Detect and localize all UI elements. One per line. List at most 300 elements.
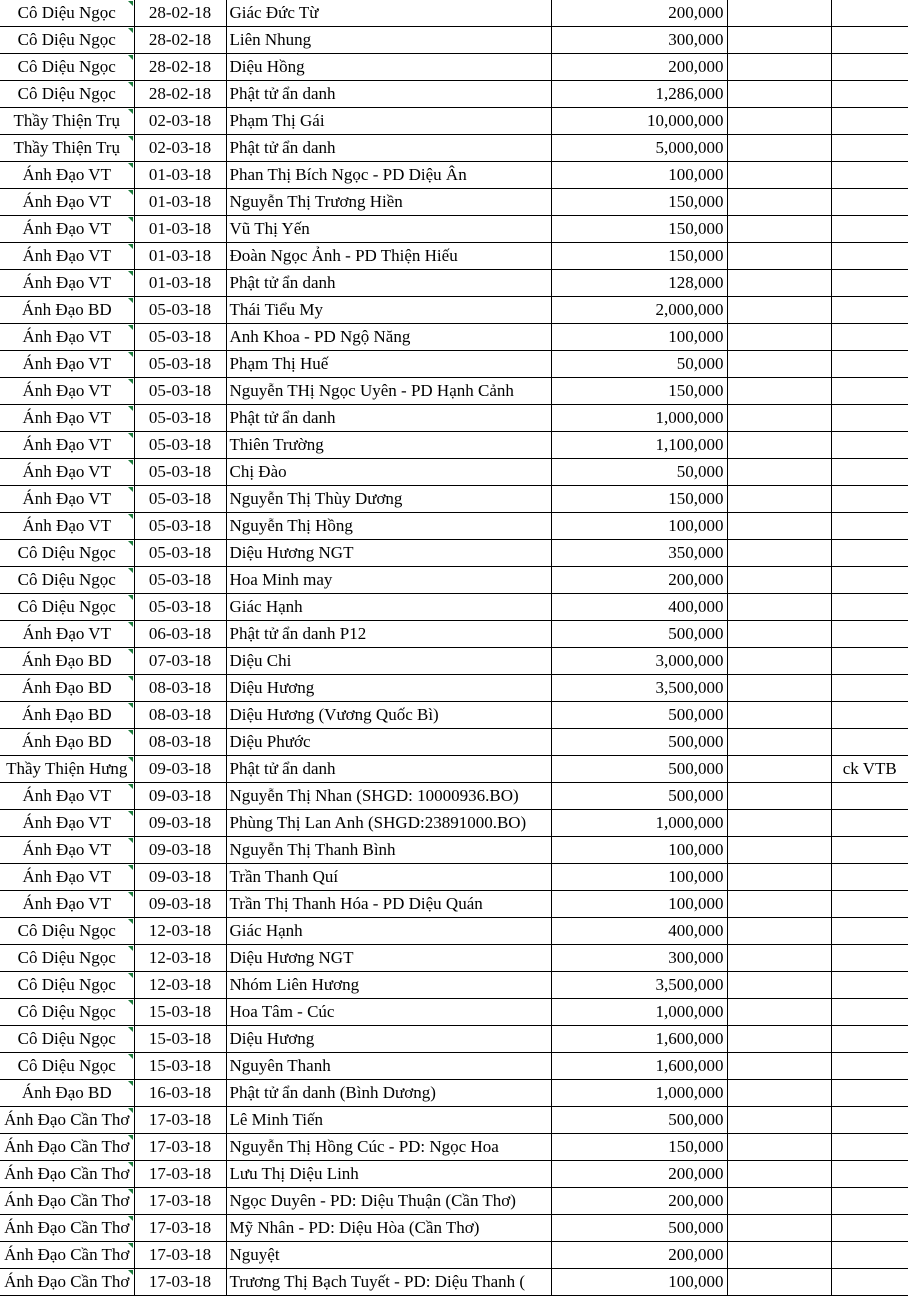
empty-cell[interactable] bbox=[727, 1242, 831, 1269]
note-cell[interactable] bbox=[831, 54, 908, 81]
amount-cell[interactable]: 200,000 bbox=[551, 0, 727, 27]
amount-cell[interactable]: 400,000 bbox=[551, 594, 727, 621]
date-cell[interactable]: 08-03-18 bbox=[134, 729, 226, 756]
date-cell[interactable]: 15-03-18 bbox=[134, 1026, 226, 1053]
empty-cell[interactable] bbox=[727, 54, 831, 81]
source-cell[interactable]: Ánh Đạo BD bbox=[0, 1080, 134, 1107]
note-cell[interactable] bbox=[831, 540, 908, 567]
amount-cell[interactable]: 150,000 bbox=[551, 486, 727, 513]
source-cell[interactable]: Ánh Đạo Cần Thơ bbox=[0, 1107, 134, 1134]
empty-cell[interactable] bbox=[727, 405, 831, 432]
amount-cell[interactable]: 400,000 bbox=[551, 918, 727, 945]
donor-name-cell[interactable]: Diệu Hương (Vương Quốc Bì) bbox=[226, 702, 551, 729]
date-cell[interactable]: 09-03-18 bbox=[134, 783, 226, 810]
empty-cell[interactable] bbox=[727, 864, 831, 891]
donor-name-cell[interactable]: Giác Hạnh bbox=[226, 594, 551, 621]
note-cell[interactable] bbox=[831, 675, 908, 702]
date-cell[interactable]: 05-03-18 bbox=[134, 459, 226, 486]
source-cell[interactable]: Ánh Đạo BD bbox=[0, 648, 134, 675]
donor-name-cell[interactable]: Phạm Thị Huế bbox=[226, 351, 551, 378]
amount-cell[interactable]: 500,000 bbox=[551, 702, 727, 729]
note-cell[interactable] bbox=[831, 1134, 908, 1161]
donor-name-cell[interactable]: Thái Tiểu My bbox=[226, 297, 551, 324]
table-row bbox=[0, 1215, 908, 1242]
source-cell[interactable]: Cô Diệu Ngọc bbox=[0, 999, 134, 1026]
table-row bbox=[0, 729, 908, 756]
amount-cell[interactable]: 2,000,000 bbox=[551, 297, 727, 324]
source-cell[interactable]: Cô Diệu Ngọc bbox=[0, 27, 134, 54]
donor-name-cell[interactable]: Phan Thị Bích Ngọc - PD Diệu Ân bbox=[226, 162, 551, 189]
date-cell[interactable]: 02-03-18 bbox=[134, 108, 226, 135]
donor-name-cell[interactable]: Diệu Hương bbox=[226, 1026, 551, 1053]
note-cell[interactable] bbox=[831, 972, 908, 999]
amount-cell[interactable]: 100,000 bbox=[551, 1269, 727, 1296]
amount-cell[interactable]: 1,286,000 bbox=[551, 81, 727, 108]
note-cell[interactable] bbox=[831, 621, 908, 648]
empty-cell[interactable] bbox=[727, 270, 831, 297]
empty-cell[interactable] bbox=[727, 351, 831, 378]
date-cell[interactable]: 09-03-18 bbox=[134, 756, 226, 783]
amount-cell[interactable]: 150,000 bbox=[551, 243, 727, 270]
amount-cell[interactable]: 100,000 bbox=[551, 864, 727, 891]
note-cell[interactable] bbox=[831, 486, 908, 513]
amount-cell[interactable]: 300,000 bbox=[551, 27, 727, 54]
amount-cell[interactable]: 10,000,000 bbox=[551, 108, 727, 135]
date-cell[interactable]: 09-03-18 bbox=[134, 810, 226, 837]
empty-cell[interactable] bbox=[727, 513, 831, 540]
empty-cell[interactable] bbox=[727, 594, 831, 621]
amount-cell[interactable]: 100,000 bbox=[551, 324, 727, 351]
date-cell[interactable]: 05-03-18 bbox=[134, 432, 226, 459]
empty-cell[interactable] bbox=[727, 1215, 831, 1242]
date-cell[interactable]: 02-03-18 bbox=[134, 135, 226, 162]
date-cell[interactable]: 09-03-18 bbox=[134, 837, 226, 864]
empty-cell[interactable] bbox=[727, 1161, 831, 1188]
source-cell[interactable]: Ánh Đạo VT bbox=[0, 486, 134, 513]
source-cell[interactable]: Ánh Đạo VT bbox=[0, 891, 134, 918]
empty-cell[interactable] bbox=[727, 567, 831, 594]
donor-name-cell[interactable]: Nguyễn THị Ngọc Uyên - PD Hạnh Cảnh bbox=[226, 378, 551, 405]
donor-name-cell[interactable]: Hoa Minh may bbox=[226, 567, 551, 594]
source-cell[interactable]: Ánh Đạo VT bbox=[0, 513, 134, 540]
date-cell[interactable]: 17-03-18 bbox=[134, 1215, 226, 1242]
date-cell[interactable]: 01-03-18 bbox=[134, 243, 226, 270]
empty-cell[interactable] bbox=[727, 459, 831, 486]
date-cell[interactable]: 17-03-18 bbox=[134, 1188, 226, 1215]
empty-cell[interactable] bbox=[727, 1134, 831, 1161]
note-cell[interactable] bbox=[831, 891, 908, 918]
amount-cell[interactable]: 500,000 bbox=[551, 1107, 727, 1134]
amount-cell[interactable]: 150,000 bbox=[551, 216, 727, 243]
note-cell[interactable] bbox=[831, 27, 908, 54]
donor-name-cell[interactable]: Nguyễn Thị Thùy Dương bbox=[226, 486, 551, 513]
source-cell[interactable]: Cô Diệu Ngọc bbox=[0, 945, 134, 972]
date-cell[interactable]: 17-03-18 bbox=[134, 1242, 226, 1269]
amount-cell[interactable]: 1,000,000 bbox=[551, 1080, 727, 1107]
source-cell[interactable]: Cô Diệu Ngọc bbox=[0, 81, 134, 108]
amount-cell[interactable]: 200,000 bbox=[551, 1188, 727, 1215]
note-cell[interactable] bbox=[831, 162, 908, 189]
source-cell[interactable]: Ánh Đạo Cần Thơ bbox=[0, 1188, 134, 1215]
table-row bbox=[0, 1026, 908, 1053]
note-cell[interactable] bbox=[831, 378, 908, 405]
note-cell[interactable] bbox=[831, 459, 908, 486]
empty-cell[interactable] bbox=[727, 918, 831, 945]
source-cell[interactable]: Thầy Thiện Trụ bbox=[0, 135, 134, 162]
amount-cell[interactable]: 150,000 bbox=[551, 189, 727, 216]
donor-name-cell[interactable]: Diệu Phước bbox=[226, 729, 551, 756]
empty-cell[interactable] bbox=[727, 0, 831, 27]
note-cell[interactable] bbox=[831, 864, 908, 891]
empty-cell[interactable] bbox=[727, 1188, 831, 1215]
donor-name-cell[interactable]: Vũ Thị Yến bbox=[226, 216, 551, 243]
note-cell[interactable] bbox=[831, 513, 908, 540]
source-cell[interactable]: Cô Diệu Ngọc bbox=[0, 54, 134, 81]
empty-cell[interactable] bbox=[727, 972, 831, 999]
note-cell[interactable] bbox=[831, 810, 908, 837]
amount-cell[interactable]: 50,000 bbox=[551, 351, 727, 378]
date-cell[interactable]: 01-03-18 bbox=[134, 189, 226, 216]
date-cell[interactable]: 01-03-18 bbox=[134, 162, 226, 189]
amount-cell[interactable]: 100,000 bbox=[551, 837, 727, 864]
empty-cell[interactable] bbox=[727, 1269, 831, 1296]
amount-cell[interactable]: 100,000 bbox=[551, 891, 727, 918]
amount-cell[interactable]: 1,000,000 bbox=[551, 999, 727, 1026]
source-cell[interactable]: Ánh Đạo VT bbox=[0, 324, 134, 351]
donor-name-cell[interactable]: Ngọc Duyên - PD: Diệu Thuận (Cần Thơ) bbox=[226, 1188, 551, 1215]
source-cell[interactable]: Thầy Thiện Hưng bbox=[0, 756, 134, 783]
empty-cell[interactable] bbox=[727, 81, 831, 108]
donor-name-cell[interactable]: Phạm Thị Gái bbox=[226, 108, 551, 135]
source-cell[interactable]: Cô Diệu Ngọc bbox=[0, 1026, 134, 1053]
date-cell[interactable]: 08-03-18 bbox=[134, 675, 226, 702]
amount-cell[interactable]: 200,000 bbox=[551, 54, 727, 81]
note-cell[interactable] bbox=[831, 351, 908, 378]
source-cell[interactable]: Ánh Đạo VT bbox=[0, 378, 134, 405]
date-cell[interactable]: 05-03-18 bbox=[134, 297, 226, 324]
empty-cell[interactable] bbox=[727, 162, 831, 189]
donor-name-cell[interactable]: Diệu Hồng bbox=[226, 54, 551, 81]
source-cell[interactable]: Ánh Đạo VT bbox=[0, 432, 134, 459]
donor-name-cell[interactable]: Diệu Hương bbox=[226, 675, 551, 702]
empty-cell[interactable] bbox=[727, 243, 831, 270]
donor-name-cell[interactable]: Giác Đức Từ bbox=[226, 0, 551, 27]
table-row bbox=[0, 81, 908, 108]
table-row bbox=[0, 459, 908, 486]
donor-name-cell[interactable]: Nguyễn Thị Nhan (SHGD: 10000936.BO) bbox=[226, 783, 551, 810]
table-row bbox=[0, 351, 908, 378]
date-cell[interactable]: 12-03-18 bbox=[134, 918, 226, 945]
source-cell[interactable]: Cô Diệu Ngọc bbox=[0, 540, 134, 567]
note-cell[interactable] bbox=[831, 1161, 908, 1188]
note-cell[interactable] bbox=[831, 1269, 908, 1296]
date-cell[interactable]: 09-03-18 bbox=[134, 864, 226, 891]
note-cell[interactable] bbox=[831, 1080, 908, 1107]
amount-cell[interactable]: 1,600,000 bbox=[551, 1026, 727, 1053]
empty-cell[interactable] bbox=[727, 945, 831, 972]
donor-name-cell[interactable]: Nguyễn Thị Hồng Cúc - PD: Ngọc Hoa bbox=[226, 1134, 551, 1161]
empty-cell[interactable] bbox=[727, 891, 831, 918]
source-cell[interactable]: Ánh Đạo Cần Thơ bbox=[0, 1161, 134, 1188]
note-cell[interactable] bbox=[831, 189, 908, 216]
note-cell[interactable] bbox=[831, 567, 908, 594]
donor-name-cell[interactable]: Phật tử ẩn danh bbox=[226, 756, 551, 783]
amount-cell[interactable]: 5,000,000 bbox=[551, 135, 727, 162]
source-cell[interactable]: Ánh Đạo VT bbox=[0, 459, 134, 486]
amount-cell[interactable]: 500,000 bbox=[551, 621, 727, 648]
empty-cell[interactable] bbox=[727, 783, 831, 810]
empty-cell[interactable] bbox=[727, 135, 831, 162]
amount-cell[interactable]: 3,500,000 bbox=[551, 972, 727, 999]
donor-name-cell[interactable]: Phật tử ẩn danh bbox=[226, 270, 551, 297]
date-cell[interactable]: 05-03-18 bbox=[134, 540, 226, 567]
donor-name-cell[interactable]: Phật tử ẩn danh (Bình Dương) bbox=[226, 1080, 551, 1107]
donor-name-cell[interactable]: Nguyễn Thị Thanh Bình bbox=[226, 837, 551, 864]
amount-cell[interactable]: 200,000 bbox=[551, 1242, 727, 1269]
donor-name-cell[interactable]: Phật tử ẩn danh P12 bbox=[226, 621, 551, 648]
note-cell[interactable] bbox=[831, 297, 908, 324]
amount-cell[interactable]: 50,000 bbox=[551, 459, 727, 486]
amount-cell[interactable]: 500,000 bbox=[551, 1215, 727, 1242]
table-row bbox=[0, 810, 908, 837]
source-cell[interactable]: Ánh Đạo VT bbox=[0, 405, 134, 432]
source-cell[interactable]: Thầy Thiện Trụ bbox=[0, 108, 134, 135]
empty-cell[interactable] bbox=[727, 1026, 831, 1053]
empty-cell[interactable] bbox=[727, 324, 831, 351]
note-cell[interactable] bbox=[831, 1188, 908, 1215]
donor-name-cell[interactable]: Phùng Thị Lan Anh (SHGD:23891000.BO) bbox=[226, 810, 551, 837]
empty-cell[interactable] bbox=[727, 1053, 831, 1080]
donor-name-cell[interactable]: Hoa Tâm - Cúc bbox=[226, 999, 551, 1026]
amount-cell[interactable]: 150,000 bbox=[551, 378, 727, 405]
date-cell[interactable]: 05-03-18 bbox=[134, 486, 226, 513]
donor-name-cell[interactable]: Mỹ Nhân - PD: Diệu Hòa (Cần Thơ) bbox=[226, 1215, 551, 1242]
note-cell[interactable] bbox=[831, 837, 908, 864]
empty-cell[interactable] bbox=[727, 27, 831, 54]
donor-name-cell[interactable]: Trương Thị Bạch Tuyết - PD: Diệu Thanh ( bbox=[226, 1269, 551, 1296]
date-cell[interactable]: 05-03-18 bbox=[134, 594, 226, 621]
note-cell[interactable] bbox=[831, 81, 908, 108]
source-cell[interactable]: Ánh Đạo Cần Thơ bbox=[0, 1215, 134, 1242]
source-cell[interactable]: Ánh Đạo VT bbox=[0, 162, 134, 189]
donor-name-cell[interactable]: Nguyễn Thị Trương Hiền bbox=[226, 189, 551, 216]
empty-cell[interactable] bbox=[727, 108, 831, 135]
source-cell[interactable]: Ánh Đạo VT bbox=[0, 837, 134, 864]
note-cell[interactable] bbox=[831, 1107, 908, 1134]
date-cell[interactable]: 05-03-18 bbox=[134, 567, 226, 594]
note-cell[interactable] bbox=[831, 135, 908, 162]
date-cell[interactable]: 17-03-18 bbox=[134, 1134, 226, 1161]
note-cell[interactable] bbox=[831, 108, 908, 135]
note-cell[interactable] bbox=[831, 324, 908, 351]
date-cell[interactable]: 12-03-18 bbox=[134, 945, 226, 972]
amount-cell[interactable]: 200,000 bbox=[551, 567, 727, 594]
amount-cell[interactable]: 1,000,000 bbox=[551, 405, 727, 432]
empty-cell[interactable] bbox=[727, 1080, 831, 1107]
note-cell[interactable] bbox=[831, 702, 908, 729]
note-cell[interactable] bbox=[831, 1026, 908, 1053]
note-cell[interactable] bbox=[831, 1215, 908, 1242]
note-cell[interactable] bbox=[831, 243, 908, 270]
donor-name-cell[interactable]: Nguyệt bbox=[226, 1242, 551, 1269]
source-cell[interactable]: Cô Diệu Ngọc bbox=[0, 918, 134, 945]
donor-name-cell[interactable]: Diệu Chi bbox=[226, 648, 551, 675]
amount-cell[interactable]: 300,000 bbox=[551, 945, 727, 972]
donor-name-cell[interactable]: Trần Thị Thanh Hóa - PD Diệu Quán bbox=[226, 891, 551, 918]
source-cell[interactable]: Ánh Đạo VT bbox=[0, 270, 134, 297]
donor-name-cell[interactable]: Nguyên Thanh bbox=[226, 1053, 551, 1080]
note-cell[interactable] bbox=[831, 1053, 908, 1080]
donor-name-cell[interactable]: Lưu Thị Diệu Linh bbox=[226, 1161, 551, 1188]
note-cell[interactable] bbox=[831, 1242, 908, 1269]
empty-cell[interactable] bbox=[727, 756, 831, 783]
table-row bbox=[0, 1134, 908, 1161]
empty-cell[interactable] bbox=[727, 540, 831, 567]
donor-name-cell[interactable]: Nhóm Liên Hương bbox=[226, 972, 551, 999]
amount-cell[interactable]: 500,000 bbox=[551, 783, 727, 810]
donor-name-cell[interactable]: Anh Khoa - PD Ngộ Năng bbox=[226, 324, 551, 351]
empty-cell[interactable] bbox=[727, 297, 831, 324]
date-cell[interactable]: 28-02-18 bbox=[134, 27, 226, 54]
source-cell[interactable]: Ánh Đạo Cần Thơ bbox=[0, 1242, 134, 1269]
empty-cell[interactable] bbox=[727, 675, 831, 702]
note-cell[interactable] bbox=[831, 594, 908, 621]
empty-cell[interactable] bbox=[727, 729, 831, 756]
donor-name-cell[interactable]: Diệu Hương NGT bbox=[226, 945, 551, 972]
source-cell[interactable]: Ánh Đạo VT bbox=[0, 216, 134, 243]
source-cell[interactable]: Ánh Đạo VT bbox=[0, 621, 134, 648]
donor-name-cell[interactable]: Lê Minh Tiến bbox=[226, 1107, 551, 1134]
source-cell[interactable]: Ánh Đạo BD bbox=[0, 297, 134, 324]
source-cell[interactable]: Cô Diệu Ngọc bbox=[0, 0, 134, 27]
date-cell[interactable]: 15-03-18 bbox=[134, 999, 226, 1026]
note-cell[interactable] bbox=[831, 918, 908, 945]
date-cell[interactable]: 09-03-18 bbox=[134, 891, 226, 918]
date-cell[interactable]: 08-03-18 bbox=[134, 702, 226, 729]
date-cell[interactable]: 01-03-18 bbox=[134, 216, 226, 243]
date-cell[interactable]: 05-03-18 bbox=[134, 378, 226, 405]
source-cell[interactable]: Ánh Đạo VT bbox=[0, 189, 134, 216]
date-cell[interactable]: 12-03-18 bbox=[134, 972, 226, 999]
date-cell[interactable]: 28-02-18 bbox=[134, 0, 226, 27]
source-cell[interactable]: Cô Diệu Ngọc bbox=[0, 1053, 134, 1080]
donor-name-cell[interactable]: Phật tử ẩn danh bbox=[226, 405, 551, 432]
empty-cell[interactable] bbox=[727, 378, 831, 405]
amount-cell[interactable]: 350,000 bbox=[551, 540, 727, 567]
note-cell[interactable] bbox=[831, 999, 908, 1026]
amount-cell[interactable]: 500,000 bbox=[551, 756, 727, 783]
source-cell[interactable]: Cô Diệu Ngọc bbox=[0, 594, 134, 621]
date-cell[interactable]: 01-03-18 bbox=[134, 270, 226, 297]
source-cell[interactable]: Ánh Đạo BD bbox=[0, 675, 134, 702]
note-cell[interactable] bbox=[831, 432, 908, 459]
date-cell[interactable]: 17-03-18 bbox=[134, 1161, 226, 1188]
amount-cell[interactable]: 1,100,000 bbox=[551, 432, 727, 459]
amount-cell[interactable]: 3,000,000 bbox=[551, 648, 727, 675]
source-cell[interactable]: Cô Diệu Ngọc bbox=[0, 972, 134, 999]
source-cell[interactable]: Ánh Đạo BD bbox=[0, 729, 134, 756]
date-cell[interactable]: 28-02-18 bbox=[134, 81, 226, 108]
amount-cell[interactable]: 1,600,000 bbox=[551, 1053, 727, 1080]
source-cell[interactable]: Ánh Đạo VT bbox=[0, 243, 134, 270]
note-cell[interactable] bbox=[831, 648, 908, 675]
empty-cell[interactable] bbox=[727, 999, 831, 1026]
amount-cell[interactable]: 500,000 bbox=[551, 729, 727, 756]
source-cell[interactable]: Ánh Đạo VT bbox=[0, 351, 134, 378]
table-row bbox=[0, 162, 908, 189]
note-cell[interactable]: ck VTB bbox=[831, 756, 908, 783]
amount-cell[interactable]: 150,000 bbox=[551, 1134, 727, 1161]
empty-cell[interactable] bbox=[727, 837, 831, 864]
date-cell[interactable]: 16-03-18 bbox=[134, 1080, 226, 1107]
note-cell[interactable] bbox=[831, 729, 908, 756]
date-cell[interactable]: 06-03-18 bbox=[134, 621, 226, 648]
note-cell[interactable] bbox=[831, 783, 908, 810]
donor-name-cell[interactable]: Phật tử ẩn danh bbox=[226, 135, 551, 162]
amount-cell[interactable]: 1,000,000 bbox=[551, 810, 727, 837]
donor-name-cell[interactable]: Trần Thanh Quí bbox=[226, 864, 551, 891]
donor-name-cell[interactable]: Thiên Trường bbox=[226, 432, 551, 459]
date-cell[interactable]: 05-03-18 bbox=[134, 405, 226, 432]
empty-cell[interactable] bbox=[727, 810, 831, 837]
amount-cell[interactable]: 3,500,000 bbox=[551, 675, 727, 702]
source-cell[interactable]: Ánh Đạo VT bbox=[0, 783, 134, 810]
donor-name-cell[interactable]: Chị Đào bbox=[226, 459, 551, 486]
amount-cell[interactable]: 100,000 bbox=[551, 513, 727, 540]
amount-cell[interactable]: 128,000 bbox=[551, 270, 727, 297]
note-cell[interactable] bbox=[831, 0, 908, 27]
source-cell[interactable]: Ánh Đạo Cần Thơ bbox=[0, 1269, 134, 1296]
empty-cell[interactable] bbox=[727, 216, 831, 243]
donor-name-cell[interactable]: Liên Nhung bbox=[226, 27, 551, 54]
source-cell[interactable]: Cô Diệu Ngọc bbox=[0, 567, 134, 594]
date-cell[interactable]: 07-03-18 bbox=[134, 648, 226, 675]
empty-cell[interactable] bbox=[727, 702, 831, 729]
source-cell[interactable]: Ánh Đạo BD bbox=[0, 702, 134, 729]
table-row bbox=[0, 189, 908, 216]
amount-cell[interactable]: 200,000 bbox=[551, 1161, 727, 1188]
date-cell[interactable]: 17-03-18 bbox=[134, 1269, 226, 1296]
empty-cell[interactable] bbox=[727, 621, 831, 648]
date-cell[interactable]: 05-03-18 bbox=[134, 324, 226, 351]
table-row bbox=[0, 972, 908, 999]
date-cell[interactable]: 05-03-18 bbox=[134, 513, 226, 540]
donor-name-cell[interactable]: Nguyễn Thị Hồng bbox=[226, 513, 551, 540]
empty-cell[interactable] bbox=[727, 189, 831, 216]
empty-cell[interactable] bbox=[727, 432, 831, 459]
amount-cell[interactable]: 100,000 bbox=[551, 162, 727, 189]
table-row bbox=[0, 648, 908, 675]
note-cell[interactable] bbox=[831, 216, 908, 243]
donor-name-cell[interactable]: Phật tử ẩn danh bbox=[226, 81, 551, 108]
donor-name-cell[interactable]: Diệu Hương NGT bbox=[226, 540, 551, 567]
source-cell[interactable]: Ánh Đạo VT bbox=[0, 864, 134, 891]
donor-name-cell[interactable]: Đoàn Ngọc Ảnh - PD Thiện Hiếu bbox=[226, 243, 551, 270]
date-cell[interactable]: 28-02-18 bbox=[134, 54, 226, 81]
empty-cell[interactable] bbox=[727, 1107, 831, 1134]
date-cell[interactable]: 05-03-18 bbox=[134, 351, 226, 378]
note-cell[interactable] bbox=[831, 405, 908, 432]
empty-cell[interactable] bbox=[727, 648, 831, 675]
source-cell[interactable]: Ánh Đạo VT bbox=[0, 810, 134, 837]
date-cell[interactable]: 15-03-18 bbox=[134, 1053, 226, 1080]
empty-cell[interactable] bbox=[727, 486, 831, 513]
donor-name-cell[interactable]: Giác Hạnh bbox=[226, 918, 551, 945]
date-cell[interactable]: 17-03-18 bbox=[134, 1107, 226, 1134]
note-cell[interactable] bbox=[831, 945, 908, 972]
note-cell[interactable] bbox=[831, 270, 908, 297]
source-cell[interactable]: Ánh Đạo Cần Thơ bbox=[0, 1134, 134, 1161]
